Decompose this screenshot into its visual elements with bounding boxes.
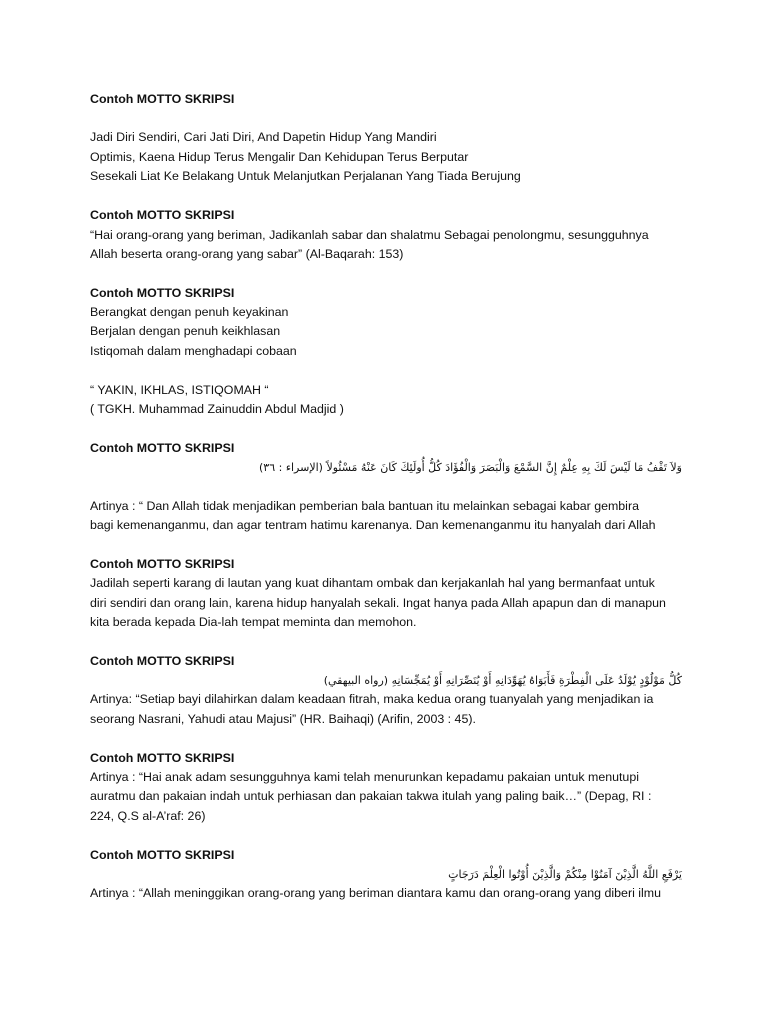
section-3-line-3: Istiqomah dalam menghadapi cobaan [90, 344, 297, 358]
section-8-arabic-verse: يَرْفَعِ اللَّهُ الَّذِيْنَ آمَنُوْا مِنْكُمْ وَالَّذِيْنَ أُوْتُوا الْعِلْمَ دَرَجَاتٍ [448, 868, 682, 881]
section-2-line-1: “Hai orang-orang yang beriman, Jadikanlah sabar dan shalatmu Sebagai penolongmu, sesungguhnya [90, 228, 649, 242]
section-7-line-2: auratmu dan pakaian indah untuk perhiasan dan pakaian takwa itulah yang paling baik…” (Depag, RI : [90, 789, 652, 803]
section-1-line-3: Sesekali Liat Ke Belakang Untuk Melanjutkan Perjalanan Yang Tiada Berujung [90, 169, 521, 183]
section-3-line-2: Berjalan dengan penuh keikhlasan [90, 324, 281, 338]
section-2-heading: Contoh MOTTO SKRIPSI [90, 208, 235, 222]
section-7-line-1: Artinya : “Hai anak adam sesungguhnya kami telah menurunkan kepadamu pakaian untuk menutupi [90, 770, 639, 784]
section-3-heading: Contoh MOTTO SKRIPSI [90, 286, 235, 300]
section-5-line-1: Jadilah seperti karang di lautan yang kuat dihantam ombak dan kerjakanlah hal yang bermanfaat untuk [90, 576, 655, 590]
section-8-line-1: Artinya : “Allah meninggikan orang-orang yang beriman diantara kamu dan orang-orang yang diberi ilmu [90, 886, 661, 900]
section-3-line-1: Berangkat dengan penuh keyakinan [90, 305, 289, 319]
section-7-line-3: 224, Q.S al-A’raf: 26) [90, 809, 206, 823]
section-1-line-2: Optimis, Kaena Hidup Terus Mengalir Dan Kehidupan Terus Berputar [90, 150, 469, 164]
section-5-line-2: diri sendiri dan orang lain, karena hidup hanyalah sekali. Ingat hanya pada Allah apapun dan di manapun [90, 596, 666, 610]
section-6-line-1: Artinya: “Setiap bayi dilahirkan dalam keadaan fitrah, maka kedua orang tuanyalah yang menjadikan ia [90, 692, 654, 706]
section-3-quote: “ YAKIN, IKHLAS, ISTIQOMAH “ [90, 383, 269, 397]
section-1-heading: Contoh MOTTO SKRIPSI [90, 92, 235, 106]
section-2-line-2: Allah beserta orang-orang yang sabar” (Al-Baqarah: 153) [90, 247, 404, 261]
section-6-arabic-hadith: كُلُّ مَوْلُوْدٍ يُوْلَدُ عَلَى الْفِطْرَةِ فَأَبَوَاهُ يُهَوِّدَانِهِ أَوْ يُنَصِّرَانِهِ أَوْ يُمَجِّسَانِهِ (رواه البيهقي) [323, 674, 682, 687]
section-8-heading: Contoh MOTTO SKRIPSI [90, 848, 235, 862]
section-1-line-1: Jadi Diri Sendiri, Cari Jati Diri, And Dapetin Hidup Yang Mandiri [90, 130, 437, 144]
section-6-heading: Contoh MOTTO SKRIPSI [90, 654, 235, 668]
section-5-line-3: kita berada kepada Dia-lah tempat meminta dan memohon. [90, 615, 417, 629]
section-3-attribution: ( TGKH. Muhammad Zainuddin Abdul Madjid ) [90, 402, 344, 416]
section-4-arabic-verse: وَلاَ تَقْفُ مَا لَيْسَ لَكَ بِهِ عِلْمٌ إِنَّ السَّمْعَ وَالْبَصَرَ وَالْفُؤَادَ كُلُّ أُولَئِكَ كَانَ عَنْهُ مَسْئُولاً (الإسراء : ٣٦) [259, 461, 682, 474]
section-4-heading: Contoh MOTTO SKRIPSI [90, 441, 235, 455]
section-7-heading: Contoh MOTTO SKRIPSI [90, 751, 235, 765]
section-5-heading: Contoh MOTTO SKRIPSI [90, 557, 235, 571]
section-6-line-2: seorang Nasrani, Yahudi atau Majusi” (HR. Baihaqi) (Arifin, 2003 : 45). [90, 712, 476, 726]
section-4-line-2: bagi kemenanganmu, dan agar tentram hatimu karenanya. Dan kemenanganmu itu hanyalah dari Allah [90, 518, 656, 532]
section-4-line-1: Artinya : “ Dan Allah tidak menjadikan pemberian bala bantuan itu melainkan sebagai kabar gembira [90, 499, 639, 513]
